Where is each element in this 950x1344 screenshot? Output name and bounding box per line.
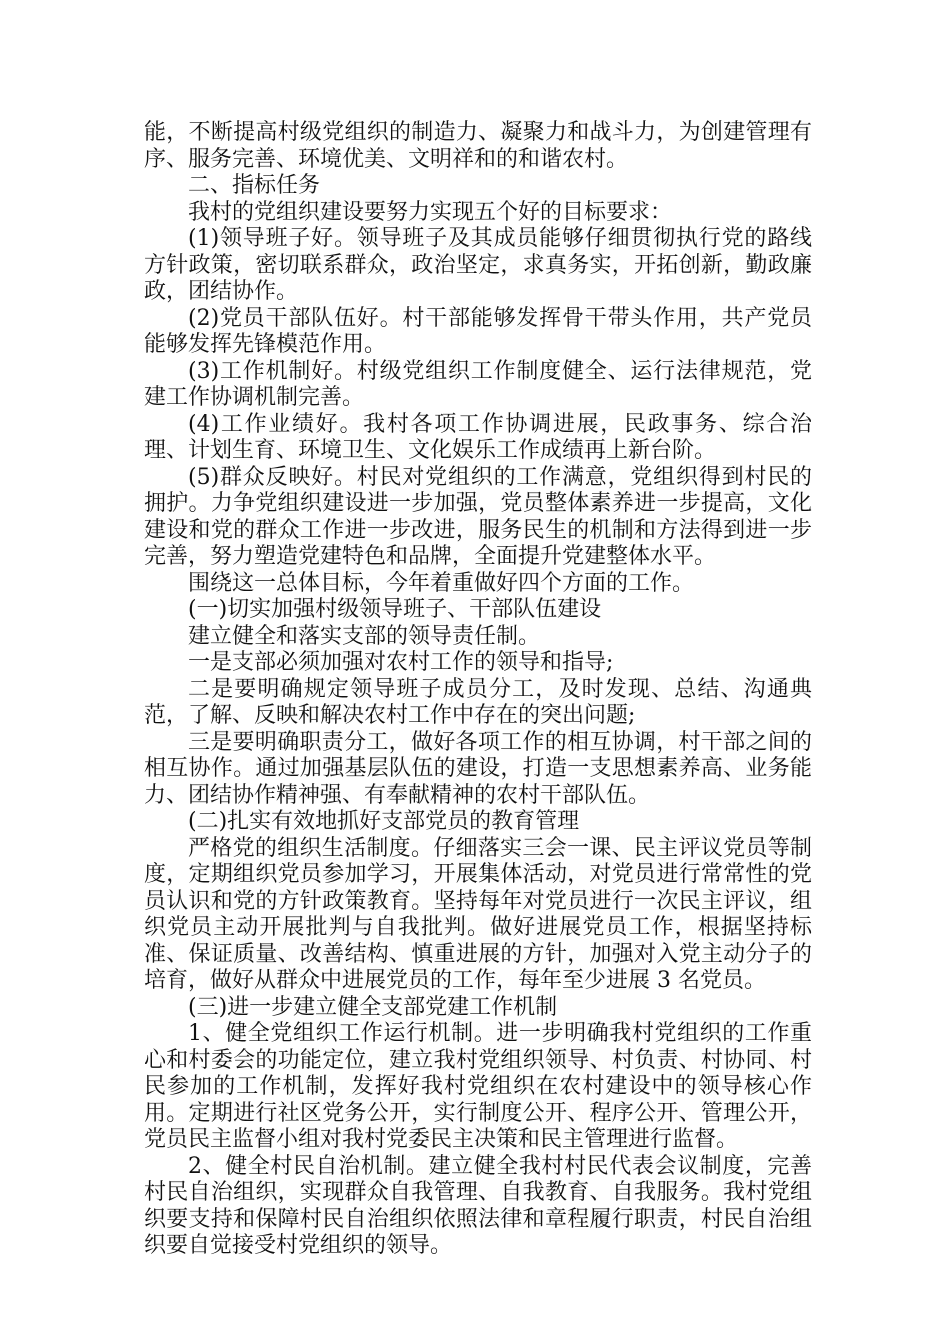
- paragraph-responsibility: 建立健全和落实支部的领导责任制。: [188, 623, 541, 649]
- paragraph-overall-goal: 围绕这一总体目标，今年着重做好四个方面的工作。: [188, 570, 695, 596]
- section-heading-targets: 二、指标任务: [188, 173, 321, 198]
- paragraph-point-2: 二是要明确规定领导班子成员分工，及时发现、总结、沟通典范，了解、反映和解决农村工作中存在的突出问题;: [144, 676, 812, 728]
- paragraph-point-3: 三是要明确职责分工，做好各项工作的相互协调，村干部之间的相互协作。通过加强基层队伍的建设，打造一支思想素养高、业务能力、团结协作精神强、有奉献精神的农村干部队伍。: [144, 729, 812, 808]
- paragraph-intro-goals: 我村的党组织建设要努力实现五个好的目标要求：: [188, 199, 673, 225]
- subheading-section-2: (二)扎实有效地抓好支部党员的教育管理: [188, 809, 580, 834]
- paragraph-mechanism-2: 2、健全村民自治机制。建立健全我村村民代表会议制度，完善村民自治组织，实现群众自我管理、自我教育、自我服务。我村党组织要支持和保障村民自治组织依照法律和章程履行职责，村民自治组织要自觉接受村党组织的领导。: [144, 1153, 812, 1258]
- paragraph-education: 严格党的组织生活制度。仔细落实三会一课、民主评议党员等制度，定期组织党员参加学习，开展集体活动，对党员进行常常性的党员认识和党的方针政策教育。坚持每年对党员进行一次民主评议，组织党员主动开展批判与自我批判。做好进展党员工作，根据坚持标准、保证质量、改善结构、慎重进展的方针，加强对入党主动分子的培育，做好从群众中进展党员的工作，每年至少进展 3 名党员。: [144, 835, 812, 993]
- paragraph-goal-1: (1)领导班子好。领导班子及其成员能够仔细贯彻执行党的路线方针政策，密切联系群众，政治坚定，求真务实，开拓创新，勤政廉政，团结协作。: [144, 226, 812, 304]
- document-page: [144, 120, 812, 1260]
- paragraph-goal-4: (4)工作业绩好。我村各项工作协调进展，民政事务、综合治理、计划生育、环境卫生、文化娱乐工作成绩再上新台阶。: [144, 411, 812, 463]
- paragraph-point-1: 一是支部必须加强对农村工作的领导和指导;: [188, 650, 614, 675]
- paragraph-goal-2: (2)党员干部队伍好。村干部能够发挥骨干带头作用，共产党员能够发挥先锋模范作用。: [144, 305, 812, 357]
- subheading-section-3: (三)进一步建立健全支部党建工作机制: [188, 994, 558, 1020]
- paragraph-continuation: 能，不断提高村级党组织的制造力、凝聚力和战斗力，为创建管理有序、服务完善、环境优美、文明祥和的和谐农村。: [144, 120, 812, 172]
- paragraph-mechanism-1: 1、健全党组织工作运行机制。进一步明确我村党组织的工作重心和村委会的功能定位，建立我村党组织领导、村负责、村协同、村民参加的工作机制，发挥好我村党组织在农村建设中的领导核心作用。定期进行社区党务公开，实行制度公开、程序公开、管理公开，党员民主监督小组对我村党委民主决策和民主管理进行监督。: [144, 1021, 812, 1152]
- paragraph-goal-5: (5)群众反映好。村民对党组织的工作满意，党组织得到村民的拥护。力争党组织建设进一步加强，党员整体素养进一步提高，文化建设和党的群众工作进一步改进，服务民生的机制和方法得到进一步完善，努力塑造党建特色和品牌，全面提升党建整体水平。: [144, 464, 812, 569]
- paragraph-goal-3: (3)工作机制好。村级党组织工作制度健全、运行法律规范，党建工作协调机制完善。: [144, 358, 812, 410]
- subheading-section-1: (一)切实加强村级领导班子、干部队伍建设: [188, 597, 602, 622]
